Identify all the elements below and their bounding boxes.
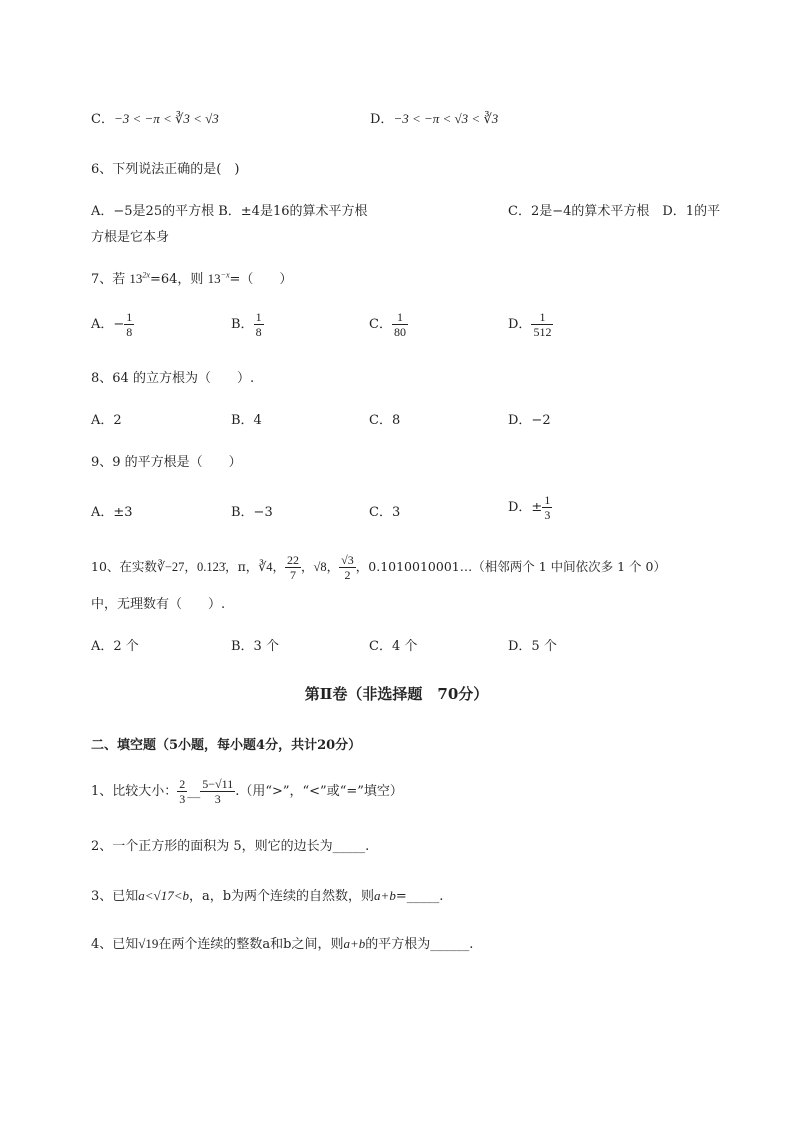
q10-option-c: C．4 个 (369, 639, 418, 654)
fraction (542, 493, 552, 522)
fraction (392, 310, 408, 339)
q7-option-a (91, 310, 134, 339)
fill-in-4 (91, 933, 473, 952)
numerator: 5−√11 (202, 777, 234, 791)
denominator: 2 (339, 567, 356, 582)
numerator: 1 (126, 310, 133, 324)
q10-stem: 10、在实数∛−27，0.123̇，π，∛4， $\frac{22}{7}$ ，√8， $\frac{√3}{2}$ ，0.1010010001…（相邻两个 1 中间依次多 1 个 0） (91, 553, 666, 582)
denominator: 3 (179, 792, 186, 806)
q10-item-cube-root-4: ∛4 (258, 560, 273, 574)
fraction (124, 310, 134, 339)
q7-option-b (231, 310, 264, 339)
denominator: 3 (200, 791, 235, 806)
q7-option-d (508, 310, 553, 339)
fill-in-3-inequality: a<√17<b (138, 888, 189, 903)
numerator: 1 (539, 310, 546, 324)
q10-stem-prefix: 10、在实数 (91, 559, 157, 574)
numerator: 2 (179, 777, 186, 791)
fraction (531, 310, 553, 339)
option-label: A．− (91, 317, 125, 332)
q10-item-fraction-22-7 (285, 553, 301, 582)
q9-option-b: B．−3 (231, 505, 273, 520)
q10-item-repeating-decimal: 0.123̇ (196, 560, 226, 574)
q10-item-sqrt-8: √8 (313, 560, 327, 574)
fill-in-4-sqrt19: √19 (138, 936, 159, 951)
fill-in-1-prefix: 1、比较大小： (91, 784, 178, 799)
denominator: 7 (285, 567, 301, 582)
numerator: √3 (341, 553, 354, 567)
q10-item-pi: ，π， (225, 559, 259, 574)
q8-option-b: B．4 (231, 413, 262, 428)
q7-option-c (369, 310, 408, 339)
q8-option-d: D．−2 (508, 413, 551, 428)
q7-tail: =（ ） (229, 272, 293, 287)
q8-stem: 8、64 的立方根为（ ）. (91, 371, 255, 386)
fill-in-3-sum: a+b (374, 888, 396, 903)
q5-option-d (370, 108, 498, 127)
q8-option-a: A．2 (91, 413, 122, 428)
section2-heading: 二、填空题（5小题，每小题4分，共计20分） (91, 738, 362, 753)
q10-option-d: D．5 个 (508, 639, 557, 654)
option-label: B． (231, 317, 254, 332)
answer-blank[interactable]: __ (187, 784, 201, 799)
fraction-2-3 (177, 777, 187, 806)
numerator: 1 (255, 310, 262, 324)
option-label: C． (91, 112, 114, 127)
part2-title: 第Ⅱ卷（非选择题 70分） (304, 685, 489, 703)
option-expression: −3 < −π < √3 < ∛3 (393, 111, 499, 126)
q7-stem (91, 268, 292, 287)
q7-exp2: −x (220, 270, 230, 280)
fill-in-4-middle: 在两个连续的整数a和b之间，则 (158, 937, 344, 952)
numerator: 1 (396, 310, 403, 324)
fill-in-4-tail: 的平方根为______. (365, 937, 474, 952)
q9-stem: 9、9 的平方根是（ ） (91, 455, 242, 470)
denominator: 80 (393, 325, 406, 339)
q6-options-a-b: A．−5是25的平方根 B．±4是16的算术平方根 (91, 204, 368, 219)
q9-option-a: A．±3 (91, 505, 133, 520)
q8-option-c: C．8 (369, 413, 401, 428)
fill-in-3 (91, 885, 443, 904)
q10-item-sqrt3-over-2 (339, 553, 356, 582)
q6-options-continued: 方根是它本身 (91, 230, 170, 245)
fraction (254, 310, 264, 339)
fill-in-3-tail: =_____. (395, 889, 444, 904)
fill-in-2: 2、一个正方形的面积为 5，则它的边长为_____. (91, 839, 370, 854)
fill-in-3-prefix: 3、已知 (91, 889, 139, 904)
q7-stem-prefix: 7、若 (91, 272, 126, 287)
q10-option-a: A．2 个 (91, 639, 139, 654)
option-label: C． (369, 317, 392, 332)
fill-in-4-prefix: 4、已知 (91, 937, 139, 952)
fraction-5-minus-sqrt11-over-3 (200, 777, 235, 806)
q6-options-c-d: C．2是−4的算术平方根 D．1的平 (508, 204, 721, 219)
q7-base2: 13 (207, 271, 221, 286)
denominator: 8 (255, 325, 262, 339)
fill-in-3-middle: ，a，b为两个连续的自然数，则 (188, 889, 375, 904)
q7-base1: 13 (129, 271, 143, 286)
fill-in-4-sum: a+b (343, 936, 366, 951)
numerator: 22 (287, 553, 300, 567)
denominator: 512 (533, 325, 552, 339)
q9-option-d (508, 493, 552, 522)
q6-stem: 6、下列说法正确的是( ) (91, 162, 240, 177)
option-label: D． (370, 112, 394, 127)
q10-option-b: B．3 个 (231, 639, 279, 654)
denominator: 3 (544, 508, 551, 522)
q10-stem-tail: ，0.1010010001…（相邻两个 1 中间依次多 1 个 0） (355, 559, 666, 574)
option-expression: −3 < −π < ∛3 < √3 (113, 111, 219, 126)
q7-exp1: 2x (142, 270, 150, 280)
fill-in-1 (91, 777, 403, 806)
fill-in-1-tail: .（用“>”，“<”或“=”填空） (235, 784, 403, 799)
numerator: 1 (544, 493, 551, 507)
q10-stem-line2: 中，无理数有（ ）. (91, 597, 226, 612)
q5-option-c (91, 108, 219, 127)
option-label: D． (508, 317, 532, 332)
denominator: 8 (126, 325, 133, 339)
q10-item-cube-root-neg27: ∛−27 (156, 560, 185, 574)
q7-mid: =64，则 (149, 272, 204, 287)
q9-option-c: C．3 (369, 505, 401, 520)
option-label: D．± (508, 500, 543, 515)
